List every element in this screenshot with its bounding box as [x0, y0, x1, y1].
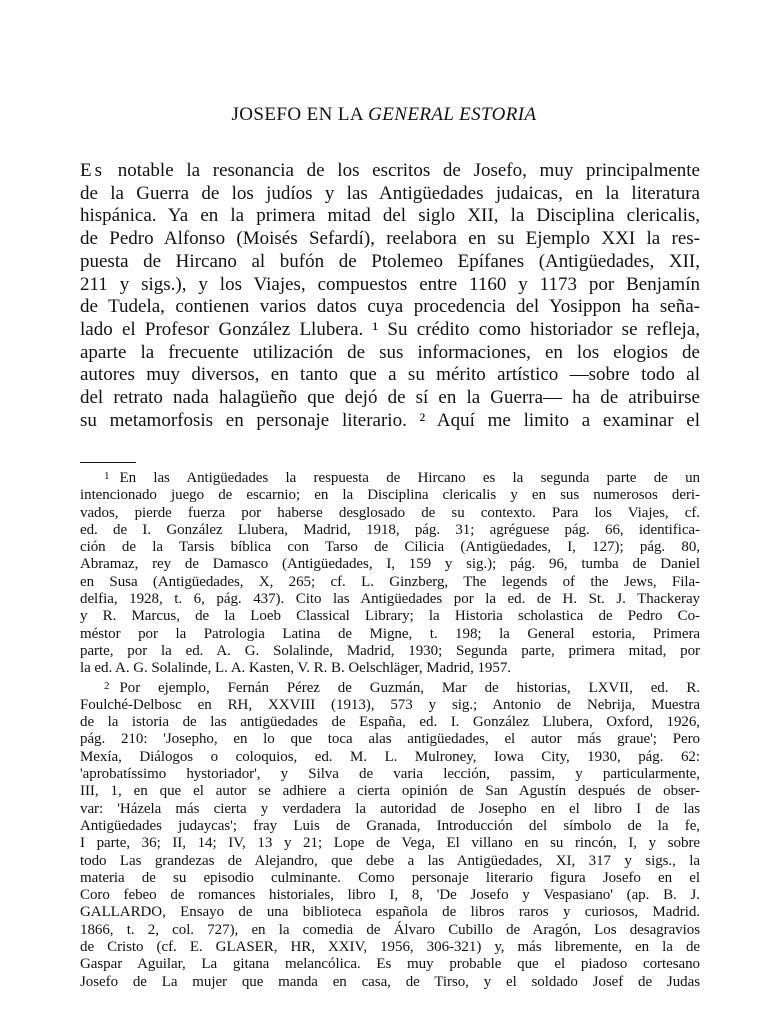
footnote-line: 1866, t. 2, col. 727), en la comedia de Álvaro Cubillo de Aragón, Los desagravios — [80, 921, 700, 938]
footnote-line: Coro febeo de romances historiales, libro I, 8, 'De Josefo y Vespasiano' (ap. B. J. — [80, 887, 700, 904]
footnote-line: Antigüedades judaycas'; fray Luis de Granada, Introducción del símbolo de la fe, — [80, 817, 700, 834]
footnote-line: y R. Marcus, de la Loeb Classical Library; la Historia scholastica de Pedro Co- — [80, 608, 700, 625]
text-line: hispánica. Ya en la primera mitad del siglo XII, la Disciplina clericalis, — [80, 205, 700, 227]
footnote-line: parte, por la ed. A. G. Solalinde, Madrid, 1930; Segunda parte, primera mitad, por — [80, 642, 700, 659]
main-text — [80, 160, 700, 432]
text-line: autores muy diversos, en tanto que a su mérito artístico —sobre todo al — [80, 364, 700, 386]
footnote-line: $^2$ Por ejemplo, Fernán Pérez de Guzmán, Mar de historias, LXVII, ed. R. — [104, 679, 700, 696]
footnotes — [80, 468, 700, 991]
footnote-separator — [80, 462, 136, 463]
footnote-line: intencionado juego de escarnio; en la Disciplina clericalis y en sus numerosos deri- — [80, 487, 700, 504]
footnote-line: Abramaz, rey de Damasco (Antigüedades, I, 159 y sig.); pág. 96, tumba de Daniel — [80, 556, 700, 573]
footnote-line: méstor por la Patrologia Latina de Migne, t. 198; la General estoria, Primera — [80, 625, 700, 642]
footnote-line: vados, pierde fuerza por haberse desglosado de su contexto. Para los Viajes, cf. — [80, 504, 700, 521]
opening-word: Es — [80, 160, 105, 181]
footnote-line: materia de su episodio culminante. Como personaje literario figura Josefo en el — [80, 869, 700, 886]
page-title — [0, 104, 768, 126]
footnote-line: ción de la Tarsis bíblica con Tarso de Cilicia (Antigüedades, I, 127); pág. 80, — [80, 539, 700, 556]
footnote-line: 'aprobatíssimo hystoriador', y Silva de varia lección, passim, y particularmente, — [80, 766, 700, 783]
text-line: de Tudela, contienen varios datos cuya procedencia del Yosippon ha seña- — [80, 296, 700, 318]
footnote-line: todo Las grandezas de Alejandro, que debe a las Antigüedades, XI, 317 y sigs., la — [80, 852, 700, 869]
footnote-line: var: 'Házela más cierta y verdadera la autoridad de Josepho en el libro I de las — [80, 800, 700, 817]
footnote-line: I parte, 36; II, 14; IV, 13 y 21; Lope de Vega, El villano en su rincón, I, y sobre — [80, 835, 700, 852]
footnote-line: la ed. A. G. Solalinde, L. A. Kasten, V. R. B. Oelschläger, Madrid, 1957. — [80, 660, 511, 677]
footnote-line: Gaspar Aguilar, La gitana melancólica. Es muy probable que el piadoso cortesano — [80, 956, 700, 973]
footnote-line: pág. 210: 'Josepho, en lo que toca alas antigüedades, el autor más graue'; Pero — [80, 731, 700, 748]
footnote-line: de la istoria de las antigüedades de España, ed. I. González Llubera, Oxford, 1926, — [80, 714, 700, 731]
footnote-line: delfia, 1928, t. 6, pág. 437). Cito las Antigüedades por la ed. de H. St. J. Thackeray — [80, 591, 700, 608]
text-line: 211 y sigs.), y los Viajes, compuestos entre 1160 y 1173 por Benjamín — [80, 273, 700, 295]
text-line: de Pedro Alfonso (Moisés Sefardí), reelabora en su Ejemplo XXI la res- — [80, 228, 700, 250]
title-italic: GENERAL ESTORIA — [368, 104, 537, 125]
footnote-line: GALLARDO, Ensayo de una biblioteca española de libros raros y curiosos, Madrid. — [80, 904, 700, 921]
title-roman: JOSEFO EN LA — [231, 104, 363, 125]
text-line: lado el Profesor González Llubera. ¹ Su crédito como historiador se refleja, — [80, 318, 700, 340]
footnote-line: III, 1, en que el autor se adhiere a cierta opinión de San Agustín después de obser- — [80, 783, 700, 800]
text-line: de la Guerra de los judíos y las Antigüedades judaicas, en la literatura — [80, 182, 700, 204]
text-line: puesta de Hircano al bufón de Ptolemeo Epífanes (Antigüedades, XII, — [80, 250, 700, 272]
text-line: aparte la frecuente utilización de sus informaciones, en los elogios de — [80, 341, 700, 363]
footnote-line: Josefo de La mujer que manda en casa, de Tirso, y el soldado Josef de Judas — [80, 973, 700, 990]
footnote-line: en Susa (Antigüedades, X, 265; cf. L. Ginzberg, The legends of the Jews, Fila- — [80, 573, 700, 590]
footnote-marker-1: 1 — [104, 470, 110, 482]
footnote-line: $^1$ En las Antigüedades la respuesta de Hircano es la segunda parte de un — [104, 470, 700, 486]
text-line: del retrato nada halagüeño que dejó de sí en la Guerra— ha de atribuirse — [80, 387, 700, 409]
footnote-line: Foulché-Delbosc en RH, XXVIII (1913), 573 y sig.; Antonio de Nebrija, Muestra — [80, 696, 700, 713]
footnote-line: ed. de I. González Llubera, Madrid, 1918, pág. 31; agréguese pág. 66, identifica- — [80, 521, 700, 538]
footnote-line: Mexía, Diálogos o coloquios, ed. M. L. Mulroney, Iowa City, 1930, pág. 62: — [80, 748, 700, 765]
footnote-marker-2: 2 — [104, 679, 110, 692]
footnote-line: de Cristo (cf. E. GLASER, HR, XXIV, 1956, 306-321) y, más libremente, en la de — [80, 939, 700, 956]
text-line: su metamorfosis en personaje literario. ² Aquí me limito a examinar el — [80, 409, 700, 431]
text-line: Es notable la resonancia de los escritos de Josefo, muy principalmente — [80, 160, 700, 181]
